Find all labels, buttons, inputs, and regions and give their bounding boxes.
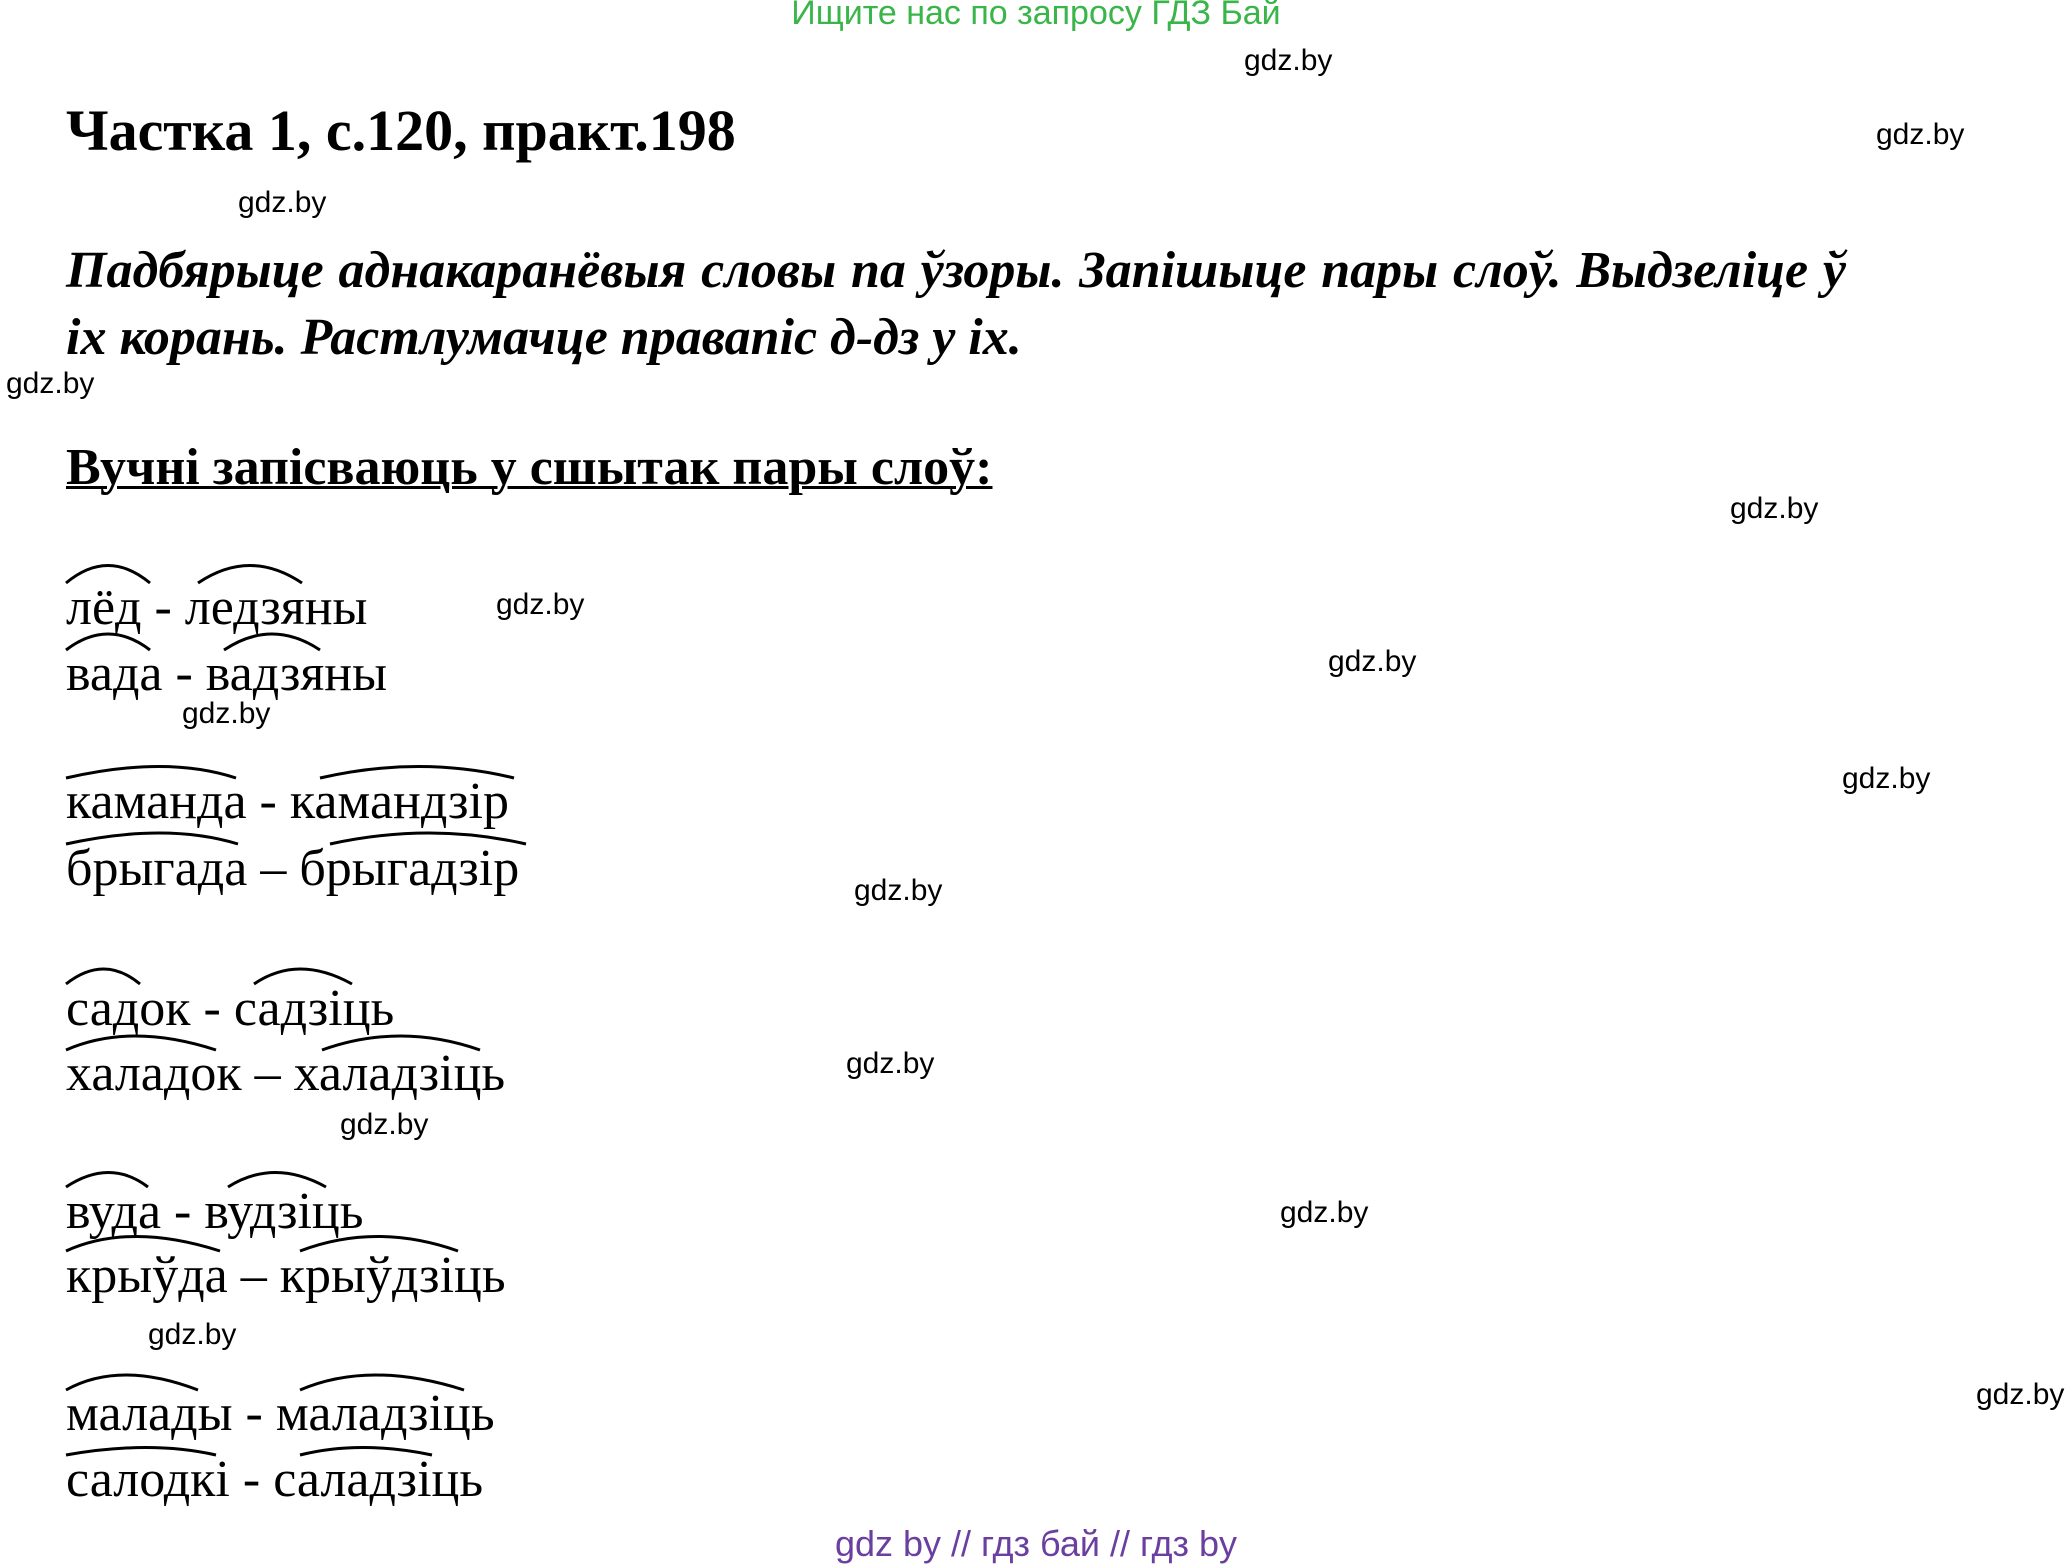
word-pair: каманда - камандзір <box>66 773 509 830</box>
watermark: gdz.by <box>1328 645 1417 678</box>
word-pair: малады - маладзіць <box>66 1385 495 1442</box>
watermark: gdz.by <box>846 1047 935 1080</box>
watermark: gdz.by <box>1280 1196 1369 1229</box>
answer-heading: Вучні запісваюць у сшытак пары слоў: <box>66 439 993 496</box>
search-banner: Ищите нас по запросу ГДЗ Бай <box>791 0 1281 32</box>
watermark: gdz.by <box>1876 118 1965 151</box>
watermark: gdz.by <box>1244 44 1333 77</box>
task-text: Падбярыце аднакаранёвыя словы па ўзоры. Запішыце пары слоў. Выдзеліце ў іх корань. Растлумачце правапіс д-дз у іх. <box>66 242 1846 366</box>
watermark: gdz.by <box>6 367 95 400</box>
watermark: gdz.by <box>1842 762 1931 795</box>
word-pair: халадок – халадзіць <box>66 1045 506 1102</box>
watermark: gdz.by <box>1976 1378 2065 1411</box>
word-pair: брыгада – брыгадзір <box>66 840 520 897</box>
watermark: gdz.by <box>1730 492 1819 525</box>
watermark: gdz.by <box>854 874 943 907</box>
watermark: gdz.by <box>496 588 585 621</box>
page-title: Частка 1, с.120, практ.198 <box>66 98 736 163</box>
word-pair: вада - вадзяны <box>66 645 388 702</box>
word-pair: вуда - вудзіць <box>66 1183 364 1240</box>
word-pair: крыўда – крыўдзіць <box>66 1247 506 1304</box>
watermark: gdz.by <box>182 697 271 730</box>
word-pair: лёд - ледзяны <box>66 579 368 636</box>
word-pair: салодкі - саладзіць <box>66 1451 484 1508</box>
watermark: gdz.by <box>148 1318 237 1351</box>
footer-links: gdz by // гдз бай // гдз by <box>834 1523 1238 1564</box>
watermark: gdz.by <box>340 1108 429 1141</box>
word-pair: садок - садзіць <box>66 980 395 1037</box>
watermark: gdz.by <box>238 186 327 219</box>
